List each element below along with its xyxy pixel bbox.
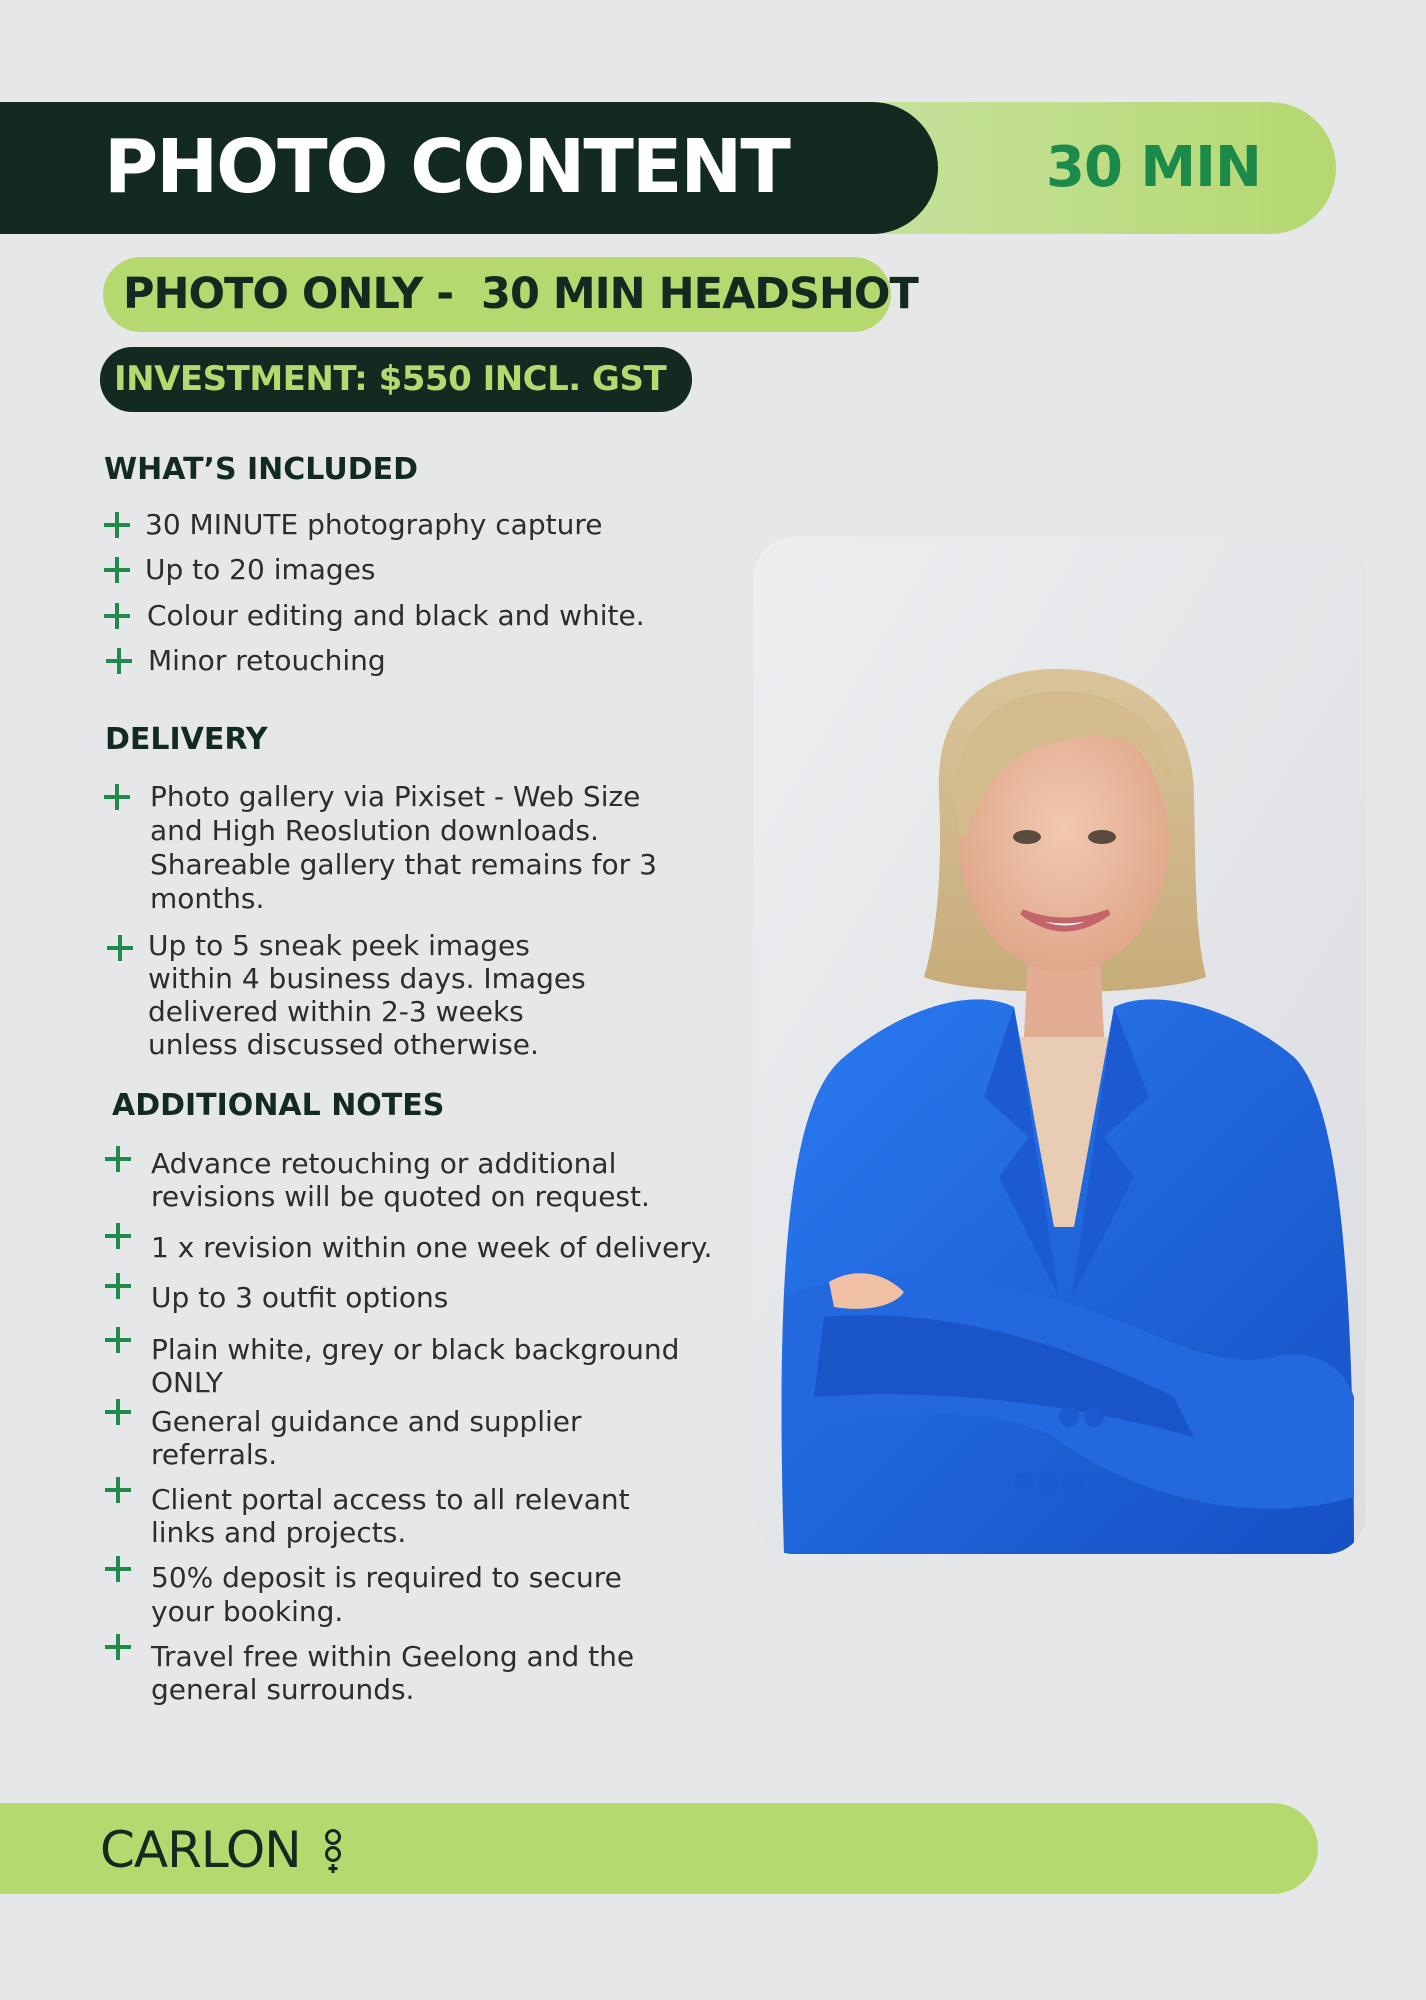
delivery-item-line: and High Reoslution downloads. [150, 814, 599, 847]
brand-logo: CARLON [100, 1821, 301, 1879]
note-item-line: links and projects. [151, 1516, 407, 1549]
included-item [145, 553, 376, 587]
plus-icon [105, 1273, 131, 1299]
note-item-line: Up to 3 outfit options [151, 1281, 449, 1314]
plus-icon [105, 1223, 131, 1249]
plus-icon [105, 1399, 131, 1425]
note-item-line: ONLY [151, 1366, 223, 1399]
plus-icon [104, 784, 130, 810]
note-item-line: General guidance and supplier [151, 1405, 582, 1438]
package-subtitle: PHOTO ONLY - 30 MIN HEADSHOT [123, 269, 918, 319]
delivery-item [150, 780, 657, 916]
included-item-text: Minor retouching [148, 644, 386, 677]
note-item [151, 1333, 679, 1399]
page-title: PHOTO CONTENT [104, 124, 789, 210]
note-item [151, 1147, 650, 1213]
note-item-line: referrals. [151, 1438, 278, 1471]
included-heading: WHAT’S INCLUDED [104, 452, 418, 487]
note-item [151, 1483, 630, 1549]
included-item [145, 508, 602, 542]
plus-icon [107, 935, 133, 961]
plus-icon [104, 603, 130, 629]
plus-icon [105, 1477, 131, 1503]
note-item-line: general surrounds. [151, 1673, 415, 1706]
note-item [151, 1405, 582, 1471]
notes-heading: ADDITIONAL NOTES [112, 1088, 445, 1123]
investment-pill [100, 347, 692, 412]
note-item-line: Travel free within Geelong and the [151, 1640, 635, 1673]
note-item [151, 1281, 448, 1315]
plus-icon [104, 512, 130, 538]
delivery-item-line: Shareable gallery that remains for 3 [150, 848, 657, 881]
delivery-item-line: Photo gallery via Pixiset - Web Size [150, 780, 641, 813]
delivery-item [148, 929, 586, 1061]
delivery-item-line: within 4 business days. Images [148, 962, 586, 995]
included-item-text: Up to 20 images [145, 553, 376, 586]
package-subtitle-pill [103, 257, 918, 332]
delivery-item-line: delivered within 2-3 weeks [148, 995, 524, 1028]
brand-logo-mark [323, 1828, 343, 1876]
plus-icon [104, 557, 130, 583]
delivery-item-line: Up to 5 sneak peek images [148, 929, 530, 962]
note-item-line: Client portal access to all relevant [151, 1483, 630, 1516]
plus-icon [105, 1556, 131, 1582]
plus-icon [105, 1327, 131, 1353]
delivery-item-line: months. [150, 882, 265, 915]
note-item [151, 1231, 712, 1265]
delivery-item-line: unless discussed otherwise. [148, 1028, 539, 1061]
plus-icon [105, 1634, 131, 1660]
note-item-line: 1 x revision within one week of delivery. [151, 1231, 713, 1264]
investment-price: INVESTMENT: $550 INCL. GST [114, 359, 667, 399]
note-item-line: Advance retouching or additional [151, 1147, 617, 1180]
included-item-text: Colour editing and black and white. [147, 599, 645, 632]
included-item [148, 644, 386, 678]
note-item-line: 50% deposit is required to secure [151, 1561, 622, 1594]
note-item [151, 1640, 634, 1706]
plus-icon [105, 1146, 131, 1172]
delivery-heading: DELIVERY [105, 722, 268, 757]
included-item-text: 30 MINUTE photography capture [145, 508, 603, 541]
duration-label: 30 MIN [1046, 135, 1261, 200]
plus-icon [106, 648, 132, 674]
included-item [147, 599, 645, 633]
portrait-photo [754, 537, 1366, 1554]
note-item-line: revisions will be quoted on request. [151, 1180, 650, 1213]
portrait-illustration [754, 537, 1366, 1554]
note-item [151, 1561, 622, 1629]
note-item-line: your booking. [151, 1595, 344, 1628]
note-item-line: Plain white, grey or black background [151, 1333, 680, 1366]
